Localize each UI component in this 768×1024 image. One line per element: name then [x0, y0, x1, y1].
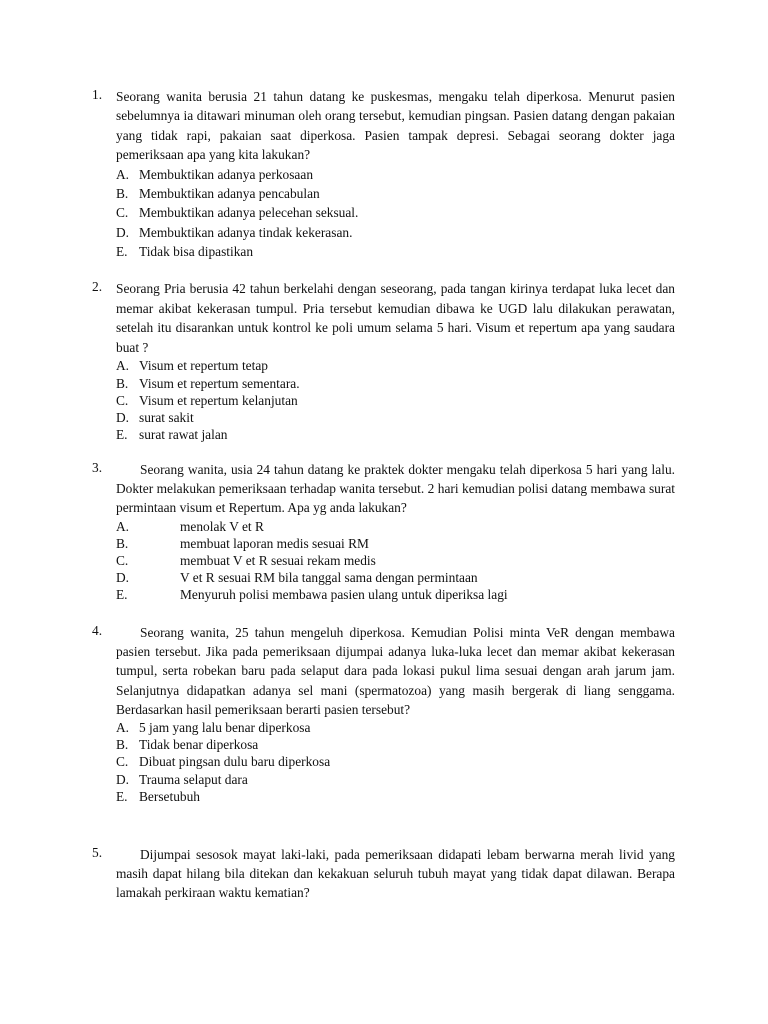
option-e: [116, 242, 675, 261]
option-letter: C.: [116, 552, 129, 568]
option-letter: D.: [116, 771, 130, 787]
question-number: 5.: [92, 845, 103, 860]
option-text: Dibuat pingsan dulu baru diperkosa: [139, 754, 331, 770]
option-text: Visum et repertum kelanjutan: [139, 392, 298, 408]
option-text: Tidak bisa dipastikan: [139, 244, 254, 260]
option-letter: B.: [116, 186, 129, 202]
question-number: 3.: [92, 460, 103, 475]
option-text: Membuktikan adanya pencabulan: [139, 186, 320, 202]
option-b: [116, 535, 675, 552]
option-text: Membuktikan adanya pelecehan seksual.: [139, 205, 359, 221]
option-text: surat rawat jalan: [139, 427, 228, 443]
question-number: 2.: [92, 279, 103, 294]
question-text: Dijumpai sesosok mayat laki-laki, pada pemeriksaan didapati lebam berwarna merah livid yang masih dapat hilang bila ditekan dan kekakuan seluruh tubuh mayat yang tidak dapat dilawan. Berapa lamakah perkiraan waktu kematian?: [116, 847, 675, 901]
option-b: [116, 184, 675, 203]
option-c: [116, 203, 675, 222]
option-c: [116, 392, 675, 409]
option-letter: A.: [116, 720, 130, 736]
option-text: Visum et repertum tetap: [139, 358, 268, 374]
option-a: [116, 518, 675, 535]
option-b: [116, 736, 675, 753]
question-number: 4.: [92, 623, 103, 638]
option-letter: B.: [116, 535, 129, 551]
question-2: [92, 279, 675, 443]
option-text: Visum et repertum sementara.: [139, 375, 300, 391]
question-text: Seorang wanita, 25 tahun mengeluh diperkosa. Kemudian Polisi minta VeR dengan membawa pasien tersebut. Jika pada pemeriksaan dijumpai adanya luka-luka lecet dan memar akibat kekerasan tumpul, serta robekan baru pada selaput dara pada lokasi pukul lima sesuai dengan arah jarum jam. Selanjutnya didapatkan adanya sel mani (spermatozoa) yang masih bergerak di liang senggama. Berdasarkan hasil pemeriksaan berarti pasien tersebut?: [116, 625, 675, 717]
option-text: Tidak benar diperkosa: [139, 737, 259, 753]
option-text: Trauma selaput dara: [139, 771, 248, 787]
question-text: Seorang wanita berusia 21 tahun datang ke puskesmas, mengaku telah diperkosa. Menurut pasien sebelumnya ia ditawari minuman oleh orang tersebut, kemudian pingsan. Pasien datang dengan pakaian yang tidak rapi, pakaian saat diperkosa. Pasien tampak depresi. Sebagai seorang dokter jaga pemeriksaan apa yang kita lakukan?: [116, 89, 675, 163]
option-text: Membuktikan adanya tindak kekerasan.: [139, 224, 353, 240]
option-a: [116, 357, 675, 374]
option-text: surat sakit: [139, 409, 194, 425]
question-4: [92, 623, 675, 805]
question-text: Seorang wanita, usia 24 tahun datang ke praktek dokter mengaku telah diperkosa 5 hari yang lalu. Dokter melakukan pemeriksaan terhadap wanita tersebut. 2 hari kemudian polisi datang membawa surat permintaan visum et Repertum. Apa yg anda lakukan?: [116, 462, 675, 516]
option-b: [116, 375, 675, 392]
option-c: [116, 552, 675, 569]
option-list: [116, 719, 675, 805]
option-c: [116, 753, 675, 770]
option-letter: C.: [116, 392, 129, 408]
option-letter: C.: [116, 205, 129, 221]
option-d: [116, 409, 675, 426]
option-letter: D.: [116, 224, 130, 240]
option-text: Bersetubuh: [139, 788, 200, 804]
option-letter: D.: [116, 409, 130, 425]
option-a: [116, 165, 675, 184]
question-1: [92, 87, 675, 262]
option-letter: C.: [116, 754, 129, 770]
question-3: [92, 460, 675, 604]
question-text: Seorang Pria berusia 42 tahun berkelahi dengan seseorang, pada tangan kirinya terdapat luka lecet dan memar akibat kekerasan tumpul. Pria tersebut kemudian dibawa ke UGD lalu dilakukan perawatan, setelah itu disarankan untuk kontrol ke poli umum selama 5 hari. Visum et repertum apa yang saudara buat ?: [116, 281, 675, 355]
option-list: [116, 357, 675, 443]
option-letter: B.: [116, 737, 129, 753]
option-a: [116, 719, 675, 736]
option-letter: D.: [116, 570, 130, 586]
option-list: [116, 165, 675, 262]
question-5: [92, 845, 675, 903]
option-letter: B.: [116, 375, 129, 391]
option-letter: E.: [116, 788, 128, 804]
option-letter: A.: [116, 518, 130, 534]
option-letter: E.: [116, 587, 128, 603]
option-e: [116, 586, 675, 603]
option-d: [116, 771, 675, 788]
option-text: Membuktikan adanya perkosaan: [139, 166, 314, 182]
option-text: menolak V et R: [180, 518, 264, 534]
option-letter: E.: [116, 244, 128, 260]
option-text: V et R sesuai RM bila tanggal sama dengan permintaan: [180, 570, 478, 586]
option-d: [116, 223, 675, 242]
option-d: [116, 569, 675, 586]
option-letter: A.: [116, 358, 130, 374]
option-letter: A.: [116, 166, 130, 182]
question-number: 1.: [92, 87, 103, 102]
option-text: membuat laporan medis sesuai RM: [180, 535, 369, 551]
option-text: Menyuruh polisi membawa pasien ulang untuk diperiksa lagi: [180, 587, 508, 603]
option-text: 5 jam yang lalu benar diperkosa: [139, 720, 311, 736]
option-e: [116, 426, 675, 443]
option-list: [116, 518, 675, 604]
option-text: membuat V et R sesuai rekam medis: [180, 552, 376, 568]
option-letter: E.: [116, 427, 128, 443]
option-e: [116, 788, 675, 805]
